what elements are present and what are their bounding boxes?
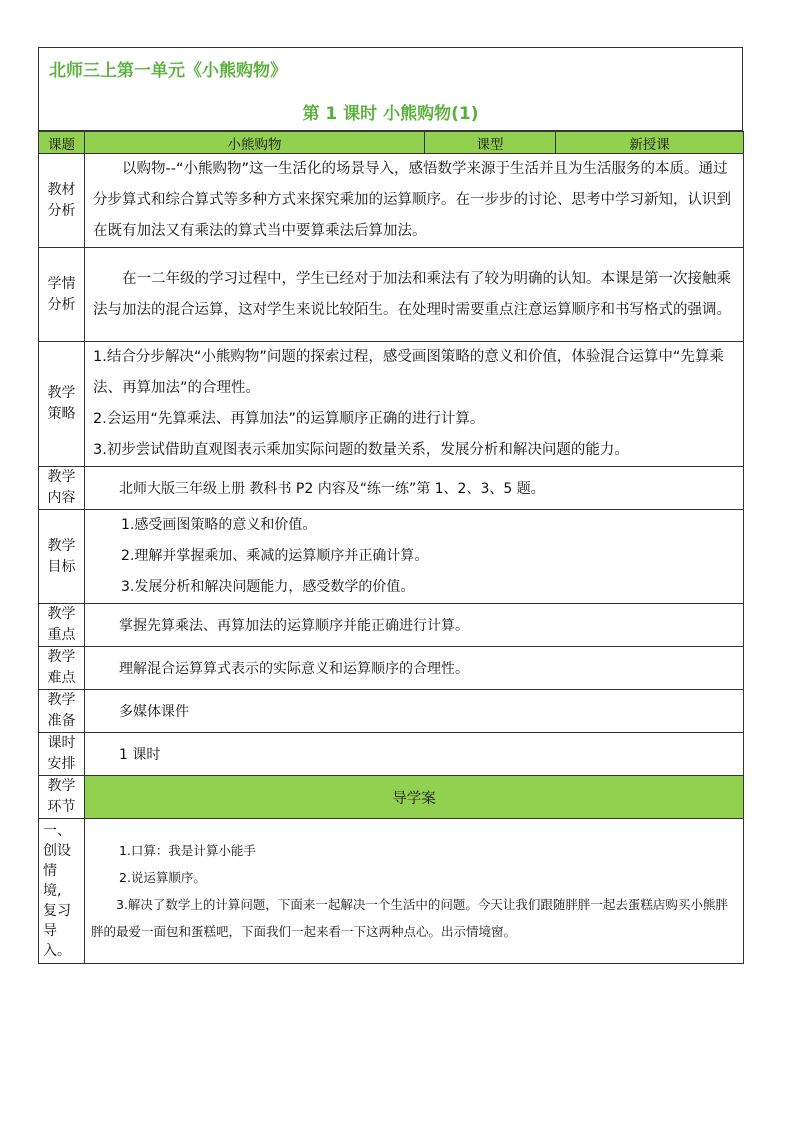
strategy-item: 2.会运用“先算乘法、再算加法”的运算顺序正确的进行计算。 <box>93 411 485 427</box>
topic-row <box>39 132 744 154</box>
intro-item: 3.解决了数学上的计算问题，下面来一起解决一个生活中的问题。今天让我们跟随胖胖一起去蛋糕店购买小熊胖胖的最爱一面包和蛋糕吧，下面我们一起来看一下这两种点心。出示情境窗。 <box>91 897 728 939</box>
intro-list <box>85 819 744 964</box>
type-label: 课型 <box>425 132 556 154</box>
difficulty-row <box>39 647 744 690</box>
goals-list <box>85 510 744 604</box>
material-text: 以购物--“小熊购物”这一生活化的场景导入，感悟数学来源于生活并且为生活服务的本质。通过分步算式和综合算式等多种方式来探究乘加的运算顺序。在一步步的讨论、思考中学习新知，认识到在既有加法又有乘法的算式当中要算乘法后算加法。 <box>85 154 744 248</box>
key-point-label: 教学重点 <box>39 604 85 647</box>
strategy-label: 教学策略 <box>39 342 85 467</box>
intro-item: 2.说运算顺序。 <box>119 870 206 885</box>
students-label: 学情分析 <box>39 248 85 342</box>
key-point-row <box>39 604 744 647</box>
material-row <box>39 154 744 248</box>
goals-label: 教学目标 <box>39 510 85 604</box>
strategy-item: 3.初步尝试借助直观图表示乘加实际问题的数量关系，发展分析和解决问题的能力。 <box>93 442 629 458</box>
intro-label: 一、创设情境,复习导入。 <box>39 819 85 964</box>
topic-value: 小熊购物 <box>85 132 425 154</box>
students-text: 在一二年级的学习过程中，学生已经对于加法和乘法有了较为明确的认知。本课是第一次接触乘法与加法的混合运算，这对学生来说比较陌生。在处理时需要重点注意运算顺序和书写格式的强调。 <box>85 248 744 342</box>
students-row <box>39 248 744 342</box>
preparation-label: 教学准备 <box>39 690 85 733</box>
material-label: 教材分析 <box>39 154 85 248</box>
lesson-plan-table <box>38 131 744 964</box>
unit-title: 北师三上第一单元《小熊购物》 <box>38 47 743 83</box>
content-row <box>39 467 744 510</box>
strategy-item: 1.结合分步解决“小熊购物”问题的探索过程，感受画图策略的意义和价值，体验混合运算中“先算乘法、再算加法”的合理性。 <box>93 349 724 396</box>
lesson-title: 第 1 课时 小熊购物(1) <box>38 83 743 131</box>
process-row <box>39 776 744 819</box>
type-value: 新授课 <box>556 132 744 154</box>
key-point-text: 掌握先算乘法、再算加法的运算顺序并能正确进行计算。 <box>85 604 744 647</box>
difficulty-text: 理解混合运算算式表示的实际意义和运算顺序的合理性。 <box>85 647 744 690</box>
difficulty-label: 教学难点 <box>39 647 85 690</box>
goal-item: 3.发展分析和解决问题能力，感受数学的价值。 <box>121 579 415 595</box>
process-text: 导学案 <box>85 776 744 819</box>
strategy-row <box>39 342 744 467</box>
goals-row <box>39 510 744 604</box>
schedule-label: 课时安排 <box>39 733 85 776</box>
topic-label: 课题 <box>39 132 85 154</box>
schedule-text: 1 课时 <box>85 733 744 776</box>
strategy-list <box>85 342 744 467</box>
goal-item: 2.理解并掌握乘加、乘减的运算顺序并正确计算。 <box>121 548 429 564</box>
intro-row <box>39 819 744 964</box>
lesson-plan-sheet <box>38 47 743 964</box>
schedule-row <box>39 733 744 776</box>
process-label: 教学环节 <box>39 776 85 819</box>
preparation-row <box>39 690 744 733</box>
content-text: 北师大版三年级上册 教科书 P2 内容及“练一练”第 1、2、3、5 题。 <box>85 467 744 510</box>
content-label: 教学内容 <box>39 467 85 510</box>
intro-item: 1.口算：我是计算小能手 <box>119 843 256 858</box>
goal-item: 1.感受画图策略的意义和价值。 <box>121 517 317 533</box>
preparation-text: 多媒体课件 <box>85 690 744 733</box>
